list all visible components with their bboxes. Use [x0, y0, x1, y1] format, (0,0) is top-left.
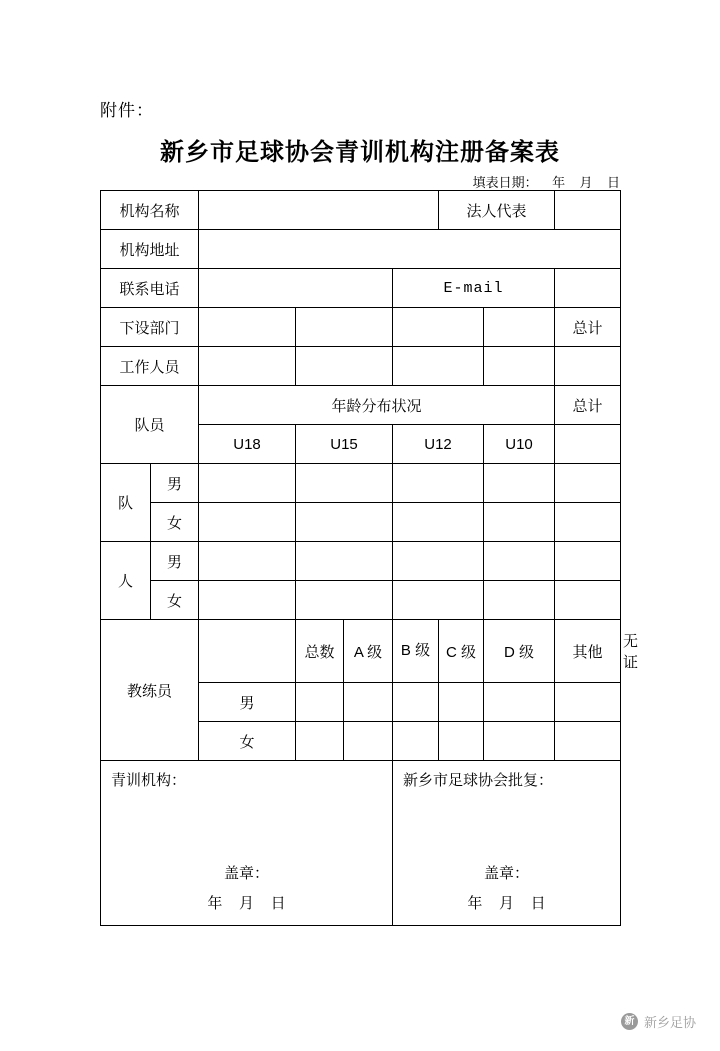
sub-department-cell-3[interactable] — [393, 308, 484, 347]
coach-label: 教练员 — [101, 620, 199, 761]
age-group-u15: U15 — [296, 425, 393, 464]
staff-cell-2[interactable] — [296, 347, 393, 386]
coach-header-b: B 级 — [393, 620, 439, 683]
sub-department-label: 下设部门 — [101, 308, 199, 347]
team-male-u18[interactable] — [199, 464, 296, 503]
age-distribution-label: 年龄分布状况 — [199, 386, 555, 425]
team-female-total[interactable] — [555, 503, 621, 542]
coach-female-c[interactable] — [439, 722, 484, 761]
person-female-u12[interactable] — [393, 581, 484, 620]
person-male-u12[interactable] — [393, 542, 484, 581]
coach-male-b[interactable] — [393, 683, 439, 722]
age-group-u18: U18 — [199, 425, 296, 464]
org-signature-label: 青训机构： — [111, 772, 187, 789]
brand-logo-icon: 新 — [621, 1013, 638, 1030]
association-stamp-label: 盖章： — [484, 865, 530, 882]
legal-rep-value[interactable] — [555, 191, 621, 230]
coach-female-b[interactable] — [393, 722, 439, 761]
footer-brand — [621, 1012, 696, 1031]
registration-form-table — [100, 190, 639, 926]
person-male-total[interactable] — [555, 542, 621, 581]
coach-header-blank — [199, 620, 296, 683]
age-group-u10: U10 — [484, 425, 555, 464]
coach-header-d: D 级 — [484, 620, 555, 683]
team-count-label: 队 — [101, 464, 151, 542]
team-male-u10[interactable] — [484, 464, 555, 503]
fill-date-label: 填表日期： 年 月 日 — [472, 175, 620, 190]
team-male-total[interactable] — [555, 464, 621, 503]
table-row — [101, 761, 621, 926]
players-total-label: 总计 — [555, 386, 621, 425]
coach-male-other[interactable] — [555, 683, 621, 722]
attachment-label: 附件： — [100, 101, 154, 120]
table-row — [101, 230, 621, 269]
coach-female-label: 女 — [199, 722, 296, 761]
table-row — [101, 347, 621, 386]
staff-cell-3[interactable] — [393, 347, 484, 386]
coach-female-a[interactable] — [344, 722, 393, 761]
coach-header-total: 总数 — [296, 620, 344, 683]
staff-cell-1[interactable] — [199, 347, 296, 386]
sub-department-cell-2[interactable] — [296, 308, 393, 347]
org-date-line: 年 月 日 — [207, 895, 286, 912]
coach-header-a: A 级 — [344, 620, 393, 683]
age-group-total-value[interactable] — [555, 425, 621, 464]
staff-cell-4[interactable] — [484, 347, 555, 386]
association-reply-label: 新乡市足球协会批复： — [403, 772, 554, 789]
contact-phone-label: 联系电话 — [101, 269, 199, 308]
table-row — [101, 581, 621, 620]
table-row — [101, 542, 621, 581]
coach-header-other: 其他 — [555, 620, 621, 683]
age-group-u12: U12 — [393, 425, 484, 464]
email-label: E-mail — [393, 269, 555, 308]
coach-male-c[interactable] — [439, 683, 484, 722]
org-name-value[interactable] — [199, 191, 439, 230]
coach-male-a[interactable] — [344, 683, 393, 722]
person-female-total[interactable] — [555, 581, 621, 620]
person-female-u10[interactable] — [484, 581, 555, 620]
coach-female-d[interactable] — [484, 722, 555, 761]
person-male-u10[interactable] — [484, 542, 555, 581]
table-row — [101, 269, 621, 308]
team-female-u10[interactable] — [484, 503, 555, 542]
coach-male-d[interactable] — [484, 683, 555, 722]
team-female-u15[interactable] — [296, 503, 393, 542]
table-row: 教练员 总数 A 级 B 级 C 级 D 级 其他 无证 — [101, 620, 621, 683]
person-male-u18[interactable] — [199, 542, 296, 581]
contact-phone-value[interactable] — [199, 269, 393, 308]
org-signature-block[interactable] — [101, 761, 393, 926]
sub-department-cell-1[interactable] — [199, 308, 296, 347]
org-stamp-label: 盖章： — [224, 865, 270, 882]
person-female-label: 女 — [151, 581, 199, 620]
person-male-u15[interactable] — [296, 542, 393, 581]
table-row — [101, 464, 621, 503]
legal-rep-label: 法人代表 — [439, 191, 555, 230]
table-row — [101, 386, 621, 425]
sub-department-total-label: 总计 — [555, 308, 621, 347]
page-title: 新乡市足球协会青训机构注册备案表 — [160, 139, 560, 166]
person-count-label: 人 — [101, 542, 151, 620]
coach-female-other[interactable] — [555, 722, 621, 761]
table-row — [101, 308, 621, 347]
coach-header-c: C 级 — [439, 620, 484, 683]
staff-total-value[interactable] — [555, 347, 621, 386]
staff-label: 工作人员 — [101, 347, 199, 386]
team-female-label: 女 — [151, 503, 199, 542]
team-female-u12[interactable] — [393, 503, 484, 542]
association-reply-block[interactable] — [393, 761, 621, 926]
email-value[interactable] — [555, 269, 621, 308]
players-label: 队员 — [101, 386, 199, 464]
person-female-u18[interactable] — [199, 581, 296, 620]
brand-name: 新乡足协 — [643, 1015, 696, 1030]
table-row — [101, 191, 621, 230]
coach-male-label: 男 — [199, 683, 296, 722]
coach-male-total[interactable] — [296, 683, 344, 722]
table-row — [101, 503, 621, 542]
coach-female-total[interactable] — [296, 722, 344, 761]
sub-department-cell-4[interactable] — [484, 308, 555, 347]
person-male-label: 男 — [151, 542, 199, 581]
team-male-u15[interactable] — [296, 464, 393, 503]
org-address-label: 机构地址 — [101, 230, 199, 269]
org-name-label: 机构名称 — [101, 191, 199, 230]
person-female-u15[interactable] — [296, 581, 393, 620]
team-male-u12[interactable] — [393, 464, 484, 503]
association-date-line: 年 月 日 — [467, 895, 546, 912]
team-male-label: 男 — [151, 464, 199, 503]
org-address-value[interactable] — [199, 230, 621, 269]
team-female-u18[interactable] — [199, 503, 296, 542]
